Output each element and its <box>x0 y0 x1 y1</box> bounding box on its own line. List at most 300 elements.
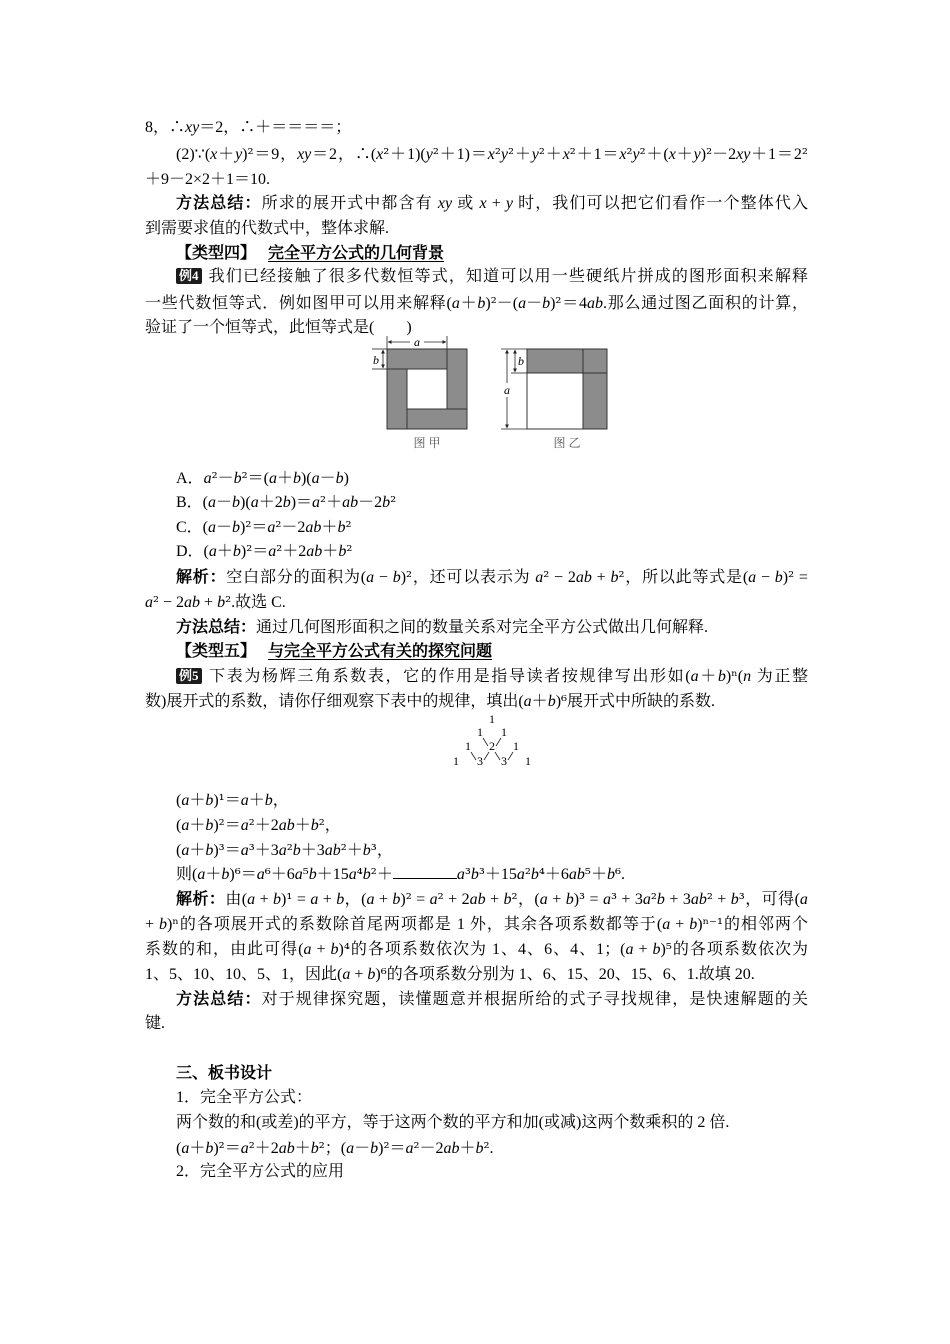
superscript: ² <box>247 145 254 163</box>
board-heading <box>176 1063 272 1085</box>
math-variable: b <box>205 842 214 859</box>
superscript: ⁶ <box>561 692 568 710</box>
math-variable: b <box>310 1140 319 1157</box>
superscript: ² <box>346 542 353 560</box>
board-heading-text: 三、板书设计 <box>176 1065 273 1082</box>
superscript: ⁿ <box>731 667 738 685</box>
superscript: ² <box>538 145 545 163</box>
math-variable: b <box>282 494 291 511</box>
math-variable: a <box>240 1140 249 1157</box>
shaded-rect-bottom <box>407 409 467 429</box>
math-variable: a <box>208 494 217 511</box>
type4-heading <box>176 243 444 265</box>
summary-text: 对于规律探究题，读懂题意并根据所给的式子寻找规律，是快速解题的关 <box>261 991 808 1008</box>
example5-line-2 <box>145 690 715 713</box>
analysis-text: a² − 2ab + b².故选 C. <box>145 593 286 611</box>
analysis-text: 1、5、10、10、5、1，因此(a + b)⁶的各项系数分别为 1、6、15、20、15、6、1.故填 20. <box>145 965 755 983</box>
math-variable: x <box>487 146 495 163</box>
math-variable: a <box>145 594 153 611</box>
analysis5-line-4 <box>145 963 755 986</box>
option-d <box>176 540 352 563</box>
superscript: ² <box>225 593 232 611</box>
superscript: ² <box>432 145 439 163</box>
superscript: ² <box>241 469 248 487</box>
expansion-3 <box>176 839 393 862</box>
math-variable: a <box>240 842 249 859</box>
math-variable: a <box>278 842 287 859</box>
math-variable: xy <box>736 146 751 163</box>
math-variable: a <box>203 470 212 487</box>
question-text: 一些代数恒等式．例如图甲可以用来解释(a＋b)²－(a－b)²＝4ab.那么通过图乙面积的计算， <box>145 294 808 312</box>
superscript: ² <box>245 518 252 536</box>
math-variable: b <box>367 966 376 983</box>
math-variable: y <box>693 146 701 163</box>
shaded-rect-top <box>387 349 447 369</box>
math-variable: b <box>392 891 401 908</box>
option-text: B．(a－b)(a＋2b)＝a²＋ab－2b² <box>176 493 397 511</box>
summary-text: 通过几何图形面积之间的数量关系对完全平方公式做出几何解释. <box>256 619 709 636</box>
superscript: ⁵ <box>584 865 591 883</box>
math-variable: b <box>159 916 168 933</box>
analysis4-line-1 <box>176 566 808 589</box>
method-summary-line-2 <box>145 218 389 240</box>
math-variable: b <box>392 569 401 586</box>
board-item-2 <box>176 1161 344 1183</box>
math-variable: y <box>500 146 508 163</box>
math-variable: y <box>425 146 433 163</box>
superscript: ⁶ <box>264 865 271 883</box>
type-label: 【类型五】 <box>176 643 257 660</box>
math-variable: a <box>311 470 320 487</box>
triangle-link <box>471 752 476 760</box>
math-variable: xy <box>297 146 312 163</box>
math-variable: b <box>730 891 739 908</box>
superscript: ² <box>153 593 160 611</box>
math-variable: a <box>208 543 217 560</box>
option-b <box>176 491 396 514</box>
superscript: ³ <box>478 865 485 883</box>
superscript: ⁶ <box>380 965 387 983</box>
math-variable: b <box>217 594 226 611</box>
superscript: ³ <box>610 890 617 908</box>
superscript: ² <box>788 568 795 586</box>
analysis-label: 解析： <box>176 891 226 908</box>
superscript: ² <box>286 841 293 859</box>
superscript: ⁿ⁻¹ <box>702 915 723 933</box>
question-text: 我们已经接触了很多代数恒等式，知道可以用一些硬纸片拼成的图形面积来解释 <box>207 268 808 285</box>
superscript: ² <box>413 1139 420 1157</box>
math-variable: ab <box>469 891 486 908</box>
math-variable: a <box>366 891 375 908</box>
math-variable: a <box>799 891 808 908</box>
math-variable: a <box>516 866 525 883</box>
superscript: ⁵ <box>302 865 309 883</box>
analysis5-line-1 <box>176 888 808 911</box>
expansion-1 <box>176 789 289 812</box>
superscript: ² <box>569 145 576 163</box>
math-variable: ab <box>278 817 295 834</box>
superscript: ² <box>383 1139 390 1157</box>
geometry-figures <box>370 333 620 455</box>
math-variable: a <box>342 966 351 983</box>
math-variable: x <box>376 146 384 163</box>
superscript: ² <box>340 841 347 859</box>
math-variable: x <box>668 146 676 163</box>
solution-line-3 <box>145 169 270 191</box>
superscript: ⁴ <box>538 865 545 883</box>
math-variable: b <box>232 519 241 536</box>
math-variable: ab <box>443 1140 460 1157</box>
math-variable: x <box>210 146 218 163</box>
figure-yi <box>501 349 607 450</box>
superscript: ² <box>406 568 413 586</box>
math-variable: a <box>268 543 277 560</box>
triangle-link <box>484 752 489 760</box>
math-variable: a <box>312 494 321 511</box>
blank-square <box>527 373 583 429</box>
triangle-link <box>495 752 500 760</box>
math-variable: y <box>632 146 640 163</box>
math-variable: y <box>235 146 243 163</box>
expansion-2 <box>176 814 341 837</box>
example4-line-2 <box>145 292 808 315</box>
superscript: ² <box>618 568 625 586</box>
math-variable: a <box>197 866 206 883</box>
board-item-1-desc <box>176 1112 729 1134</box>
math-variable: a <box>451 295 460 312</box>
solution-text: ＋9－2×2＋1＝10. <box>145 171 271 188</box>
math-variable: ab <box>306 543 323 560</box>
math-variable: ab <box>568 866 585 883</box>
analysis-text: + b)ⁿ的各项展开式的系数除首尾两项都是 1 外，其余各项系数都等于(a + b)ⁿ⁻¹的相邻两个 <box>145 915 808 933</box>
math-variable: b <box>717 668 726 685</box>
superscript: ² <box>801 145 808 163</box>
math-variable: b <box>547 693 556 710</box>
label-b: b <box>373 353 379 367</box>
superscript: ² <box>383 145 390 163</box>
superscript: ³ <box>464 865 471 883</box>
figure-caption: 图 乙 <box>553 436 581 450</box>
math-variable: a <box>535 569 544 586</box>
superscript: ⁵ <box>665 940 672 958</box>
expansion-text: (a＋b)¹＝a＋b， <box>176 791 289 809</box>
math-variable: b <box>362 842 371 859</box>
math-variable: a <box>181 792 190 809</box>
example5-line-1 <box>176 665 808 688</box>
math-variable: a <box>748 569 757 586</box>
analysis-label: 解析： <box>176 569 227 586</box>
math-variable: b <box>477 295 486 312</box>
math-variable: a <box>247 891 256 908</box>
solution-line-1 <box>145 117 351 139</box>
yanghui-triangle <box>436 708 548 772</box>
math-variable: b <box>362 866 371 883</box>
board-item-text: 1．完全平方公式： <box>176 1089 313 1106</box>
triangle-link <box>483 738 488 746</box>
superscript: ² <box>370 865 377 883</box>
math-variable: a <box>240 817 249 834</box>
summary-text: 到需要求值的代数式中，整体求解. <box>145 220 390 237</box>
math-variable: b <box>232 494 241 511</box>
math-variable: b <box>232 543 241 560</box>
board-item-1 <box>176 1087 312 1109</box>
fill-suffix: a³b³＋15a²b⁴＋6ab⁵＋b⁶. <box>456 865 625 883</box>
type-label: 【类型四】 <box>176 245 257 262</box>
superscript: ² <box>405 890 412 908</box>
math-variable: x <box>479 195 487 212</box>
math-variable: xy <box>185 119 200 136</box>
math-variable: a <box>181 842 190 859</box>
expansion-text: (a＋b)²＝a²＋2ab＋b²， <box>176 816 341 834</box>
type-title: 完全平方公式的几何背景 <box>268 245 445 262</box>
math-variable: b <box>337 519 346 536</box>
math-variable: b <box>205 792 214 809</box>
math-variable: b <box>606 866 615 883</box>
method-summary-line-1 <box>176 193 808 215</box>
board-item-text: 2．完全平方公式的应用 <box>176 1163 345 1180</box>
method-summary-4 <box>176 617 708 639</box>
math-variable: a <box>310 891 319 908</box>
method-summary-5-line-1 <box>176 989 808 1011</box>
analysis-text: 空白部分的面积为(a − b)²，还可以表示为 a² − 2ab + b²，所以此等式是(a − b)² = <box>226 568 808 586</box>
option-c <box>176 516 351 539</box>
solution-line-2 <box>176 143 808 166</box>
shaded-rect-right <box>583 373 607 429</box>
example-badge: 例4 <box>176 268 202 284</box>
superscript: ³ <box>738 890 745 908</box>
math-variable: ab <box>575 569 592 586</box>
question-text: 验证了一个恒等式，此恒等式是( ) <box>145 319 412 336</box>
math-variable: b <box>264 792 273 809</box>
example-badge: 例5 <box>176 668 202 684</box>
fill-prefix: 则(a＋b)⁶＝a⁶＋6a⁵b＋15a⁴b²＋ <box>176 865 393 883</box>
math-variable: b <box>774 569 783 586</box>
superscript: ² <box>390 493 397 511</box>
math-variable: b <box>530 866 539 883</box>
math-variable: b <box>610 569 619 586</box>
type5-heading <box>176 641 492 663</box>
triangle-number: 1 <box>465 739 471 753</box>
shaded-rect-right <box>447 349 467 409</box>
math-variable: a <box>303 941 312 958</box>
superscript: ⁿ <box>172 915 179 933</box>
answer-blank <box>393 864 457 879</box>
solution-text: 8，∴xy＝2，∴＋＝＝＝＝； <box>145 119 352 136</box>
math-variable: a <box>523 693 532 710</box>
math-variable: a <box>181 1140 190 1157</box>
summary-label: 方法总结： <box>176 619 257 636</box>
superscript: ² <box>706 890 713 908</box>
superscript: ⁴ <box>356 865 363 883</box>
math-variable: b <box>205 817 214 834</box>
shaded-square-corner <box>583 349 607 373</box>
shaded-rect-left <box>387 369 407 429</box>
analysis-text: 系数的和，由此可得(a + b)⁴的各项系数依次为 1、4、6、4、1；(a + b)⁵的各项系数依次为 <box>145 940 808 958</box>
superscript: ² <box>511 890 518 908</box>
math-variable: a <box>346 1140 355 1157</box>
math-variable: x <box>562 146 570 163</box>
math-variable: y <box>505 195 513 212</box>
question-text: 下表为杨辉三角系数表，它的作用是指导读者按规律写出形如(a＋b)ⁿ(n 为正整 <box>207 667 808 685</box>
math-variable: b <box>330 941 339 958</box>
math-variable: b <box>475 1140 484 1157</box>
math-variable: b <box>370 1140 379 1157</box>
math-variable: b <box>205 1140 214 1157</box>
superscript: ⁶ <box>614 865 621 883</box>
label-a: a <box>414 335 420 349</box>
math-variable: a <box>642 891 651 908</box>
superscript: ² <box>626 145 633 163</box>
math-variable: a <box>267 519 276 536</box>
math-variable: a <box>405 1140 414 1157</box>
math-variable: b <box>338 543 347 560</box>
math-variable: b <box>308 866 317 883</box>
math-variable: y <box>531 146 539 163</box>
math-variable: b <box>292 470 301 487</box>
triangle-number: 2 <box>489 739 495 753</box>
analysis5-line-2 <box>145 913 808 936</box>
triangle-number: 1 <box>489 712 495 726</box>
triangle-link <box>508 752 513 760</box>
math-variable: ab <box>278 1140 295 1157</box>
superscript: ² <box>318 1139 325 1157</box>
analysis4-line-2 <box>145 591 286 614</box>
superscript: ² <box>639 145 646 163</box>
superscript: ² <box>483 1139 490 1157</box>
type-title: 与完全平方公式有关的探究问题 <box>268 643 493 660</box>
superscript: ² <box>494 145 501 163</box>
label-a: a <box>504 383 510 397</box>
superscript: ² <box>218 816 225 834</box>
board-item-1-formula <box>176 1137 494 1160</box>
figure-caption: 图 甲 <box>413 436 441 450</box>
superscript: ² <box>246 542 253 560</box>
superscript: ² <box>706 145 713 163</box>
superscript: ² <box>490 294 497 312</box>
triangle-number: 1 <box>525 754 531 768</box>
solution-text: (2)∵(x＋y)²＝9，xy＝2，∴(x²＋1)(y²＋1)＝x²y²＋y²＋x²＋1＝x²y²＋(x＋y)²－2xy＋1＝2² <box>176 145 808 163</box>
analysis5-line-3 <box>145 938 808 961</box>
shaded-rect-top <box>527 349 583 373</box>
math-variable: a <box>348 866 357 883</box>
math-variable: b <box>336 891 345 908</box>
superscript: ² <box>543 568 550 586</box>
analysis-text: 由(a + b)¹ = a + b，(a + b)² = a² + 2ab + b²，(a + b)³ = a³ + 3a²b + 3ab² + b³，可得(a <box>225 890 808 908</box>
option-a <box>176 467 349 490</box>
math-variable: ab <box>305 519 322 536</box>
option-text: C．(a－b)²＝a²－2ab＋b² <box>176 518 352 536</box>
math-variable: a <box>256 866 265 883</box>
summary-label: 方法总结： <box>176 991 262 1008</box>
triangle-number: 1 <box>501 725 507 739</box>
math-variable: b <box>382 494 391 511</box>
superscript: ³ <box>579 890 586 908</box>
math-variable: a <box>268 470 277 487</box>
math-variable: b <box>542 295 551 312</box>
math-variable: b <box>503 891 512 908</box>
board-item-text: 两个数的和(或差)的平方，等于这两个数的平方和加(或减)这两个数乘积的 2 倍. <box>176 1114 730 1131</box>
superscript: ² <box>437 890 444 908</box>
triangle-number: 1 <box>513 739 519 753</box>
math-variable: a <box>625 941 634 958</box>
math-variable: a <box>181 817 190 834</box>
superscript: ² <box>275 518 282 536</box>
math-variable: b <box>652 941 661 958</box>
superscript: ⁶ <box>234 865 241 883</box>
superscript: ² <box>276 542 283 560</box>
superscript: ² <box>650 890 657 908</box>
math-variable: a <box>662 916 671 933</box>
option-text: D．(a＋b)²＝a²＋2ab＋b² <box>176 542 353 560</box>
superscript: ² <box>320 493 327 511</box>
math-variable: ab <box>184 594 201 611</box>
board-formula: (a＋b)²＝a²＋2ab＋b²；(a－b)²＝a²－2ab＋b². <box>176 1139 494 1157</box>
math-variable: b <box>335 470 344 487</box>
triangle-number: 3 <box>477 754 483 768</box>
summary-text: 所求的展开式中都含有 xy 或 x + y 时，我们可以把它们看作一个整体代入 <box>261 195 808 212</box>
option-text: A．a²－b²＝(a＋b)(a－b) <box>176 469 349 487</box>
fill-in-line <box>176 863 625 886</box>
math-variable: n <box>743 668 752 685</box>
triangle-number: 1 <box>453 754 459 768</box>
superscript: ² <box>248 1139 255 1157</box>
math-variable: a <box>690 668 699 685</box>
math-variable: a <box>539 891 548 908</box>
superscript: ² <box>318 816 325 834</box>
superscript: ¹ <box>286 890 293 908</box>
math-variable: ab <box>586 295 603 312</box>
expansion-text: (a＋b)³＝a³＋3a²b＋3ab²＋b³， <box>176 841 393 859</box>
superscript: ² <box>248 816 255 834</box>
triangle-link <box>496 738 501 746</box>
math-variable: b <box>273 891 282 908</box>
math-variable: b <box>310 817 319 834</box>
superscript: ² <box>211 469 218 487</box>
math-variable: a <box>250 494 259 511</box>
figure-jia <box>372 335 467 450</box>
math-variable: ab <box>690 891 707 908</box>
math-variable: b <box>233 470 242 487</box>
label-b: b <box>518 354 524 368</box>
summary-label: 方法总结： <box>176 195 262 212</box>
math-variable: b <box>565 891 574 908</box>
superscript: ³ <box>218 841 225 859</box>
superscript: ² <box>524 865 531 883</box>
superscript: ¹ <box>218 791 225 809</box>
summary-text: 键. <box>145 1015 166 1032</box>
method-summary-5-line-2 <box>145 1013 165 1035</box>
math-variable: a <box>294 866 303 883</box>
example4-line-1 <box>176 266 808 288</box>
math-variable: b <box>292 842 301 859</box>
math-variable: a <box>240 792 249 809</box>
superscript: ² <box>218 1139 225 1157</box>
blank-center-square <box>407 369 447 409</box>
math-variable: xy <box>437 195 453 212</box>
math-variable: b <box>470 866 479 883</box>
math-variable: a <box>208 519 217 536</box>
math-variable: b <box>689 916 698 933</box>
triangle-number: 1 <box>477 725 483 739</box>
math-variable: ab <box>342 494 359 511</box>
math-variable: a <box>518 295 527 312</box>
math-variable: a <box>429 891 438 908</box>
math-variable: a <box>456 866 465 883</box>
question-text: 数)展开式的系数，请你仔细观察下表中的规律，填出(a＋b)⁶展开式中所缺的系数. <box>145 692 716 710</box>
superscript: ² <box>507 145 514 163</box>
math-variable: a <box>366 569 375 586</box>
superscript: ³ <box>248 841 255 859</box>
